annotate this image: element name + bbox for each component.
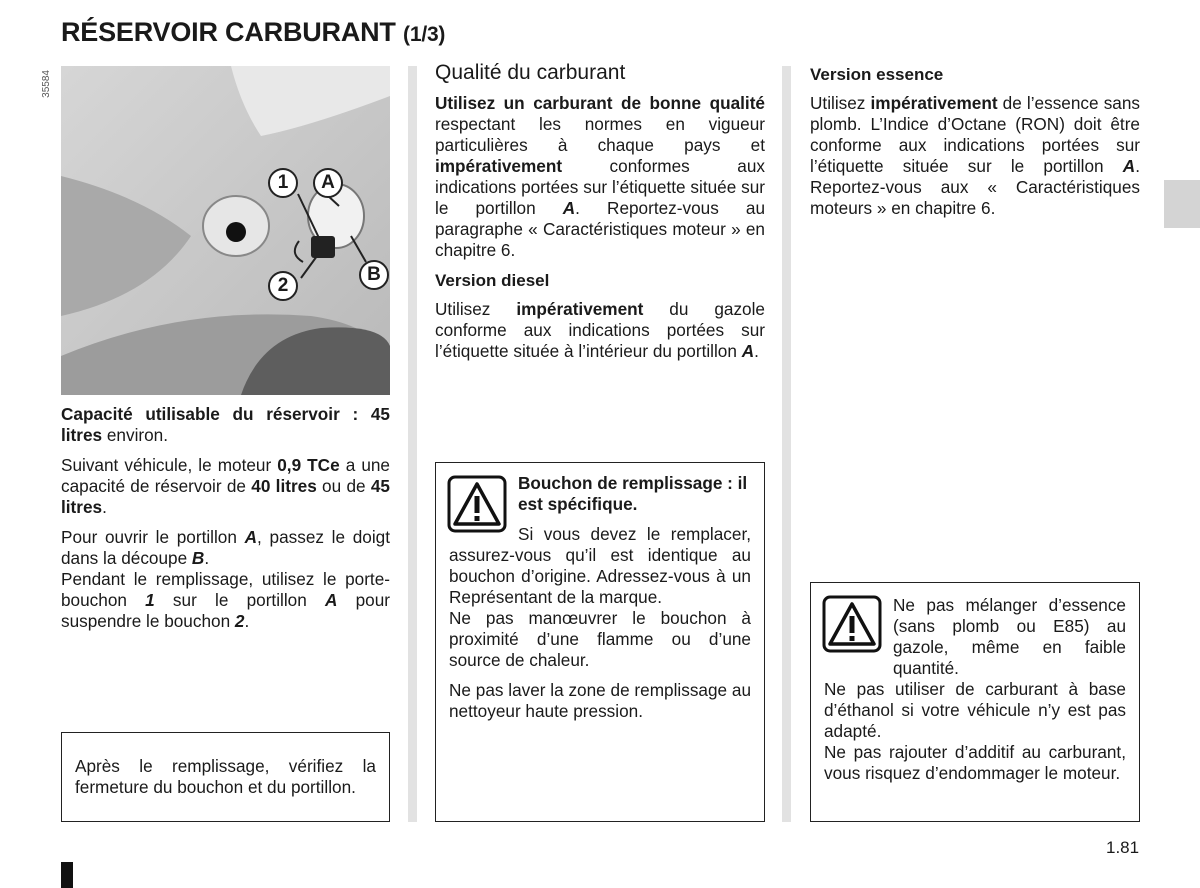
callout-a: A: [313, 168, 343, 198]
warning-triangle-icon: [447, 475, 507, 533]
fuel-mix-warning-p1: Ne pas mélanger d’essence (sans plomb ou E85) au gazole, même en faible quantité.: [893, 595, 1126, 678]
petrol-paragraph: [810, 93, 1140, 219]
text: Suivant véhicule, le moteur: [61, 455, 278, 475]
page-title: [61, 17, 445, 48]
middle-column: [435, 62, 765, 371]
text: . Reportez-vous au paragraphe « Caractéristiques moteur » en chapitre 6.: [435, 198, 766, 260]
ref-2: 2: [234, 611, 245, 631]
engine-name: 0,9 TCe: [277, 455, 340, 475]
warning-triangle-icon: [822, 595, 882, 653]
cap-warning-title: Bouchon de remplissage : il est spécifique.: [518, 473, 748, 514]
cap-warning-p3: Ne pas laver la zone de remplissage au nettoyeur haute pression.: [449, 680, 751, 721]
fuel-quality-paragraph: [435, 93, 765, 261]
cap-warning-p1: Si vous devez le remplacer, assurez-vous qu’il est identique au bouchon d’origine. Adressez-vous à un Représentant de la marque.: [449, 524, 751, 607]
text: pour suspendre le bouchon: [61, 590, 390, 631]
capacity-45: 45 litres: [61, 476, 390, 517]
fuel-mix-warning-p3: Ne pas rajouter d’additif au carburant, vous risquez d’endommager le moteur.: [824, 742, 1126, 783]
callout-2: 2: [268, 271, 298, 301]
text: respectant les normes en vigueur particulières à chaque pays et: [435, 114, 765, 155]
page-title-text: RÉSERVOIR CARBURANT: [61, 17, 396, 47]
ref-a: A: [324, 590, 338, 610]
text: .: [102, 497, 107, 517]
bold-text: impérativement: [870, 93, 998, 113]
text: a une capacité de réservoir de: [61, 455, 390, 496]
bold-text: impérativement: [516, 299, 644, 319]
callout-b: B: [359, 260, 389, 290]
note-box: [61, 732, 390, 822]
capacity-paragraph: [61, 404, 390, 446]
footer-mark: [61, 862, 73, 888]
capacity-value: 45 litres: [61, 404, 390, 445]
text: Utilisez: [435, 299, 517, 319]
page-number: 1.81: [1106, 838, 1140, 857]
text: . Reportez-vous aux « Caractéristiques moteurs » en chapitre 6.: [810, 156, 1140, 218]
ref-a: A: [1122, 156, 1136, 176]
open-flap-paragraph: [61, 527, 390, 569]
chapter-tab: [1164, 180, 1200, 228]
left-column: [61, 404, 390, 641]
fuel-flap-photo: [61, 66, 390, 395]
ref-a: A: [741, 341, 755, 361]
page-title-part: (1/3): [403, 23, 446, 46]
cap-warning-p2: Ne pas manœuvrer le bouchon à proximité d’une flamme ou d’une source de chaleur.: [449, 608, 751, 670]
text: du gazole conforme aux indications portées sur l’étiquette située à l’intérieur du portillon: [435, 299, 765, 361]
column-separator-1: [408, 66, 417, 822]
text: Pendant le remplissage, utilisez le porte-bouchon: [61, 569, 390, 610]
filling-paragraph: [61, 569, 390, 632]
fuel-quality-heading: Qualité du carburant: [435, 61, 626, 84]
fuel-mix-warning-box: [810, 582, 1140, 822]
text: conformes aux indications portées sur l’étiquette située sur le portillon: [435, 156, 765, 218]
text: Pour ouvrir le portillon: [61, 527, 245, 547]
capacity-40: 40 litres: [251, 476, 317, 496]
ref-b: B: [191, 548, 205, 568]
ref-1: 1: [145, 590, 155, 610]
note-text: Après le remplissage, vérifiez la fermeture du bouchon et du portillon.: [75, 756, 376, 797]
engine-paragraph: [61, 455, 390, 518]
fuel-flap-illustration: [61, 66, 390, 395]
text: de l’essence sans plomb. L’Indice d’Octane (RON) doit être conforme aux indications portées sur l’étiquette située sur le portillon: [810, 93, 1140, 176]
fuel-mix-warning-p2: Ne pas utiliser de carburant à base d’éthanol si votre véhicule n’y est pas adapté.: [824, 679, 1126, 741]
text: sur le portillon: [154, 590, 325, 610]
bold-text: impérativement: [435, 156, 563, 176]
diesel-paragraph: [435, 299, 765, 362]
text: .: [754, 341, 759, 361]
text: .: [204, 548, 210, 568]
text: ou de: [316, 476, 371, 496]
capacity-suffix: environ.: [102, 425, 169, 445]
diesel-heading: Version diesel: [435, 271, 550, 290]
column-separator-2: [782, 66, 791, 822]
text: .: [244, 611, 250, 631]
cap-warning-box: [435, 462, 765, 822]
photo-code: 35584: [41, 70, 52, 98]
ref-a: A: [562, 198, 576, 218]
text: Utilisez: [810, 93, 871, 113]
petrol-heading: Version essence: [810, 65, 944, 84]
text: , passez le doigt dans la découpe: [61, 527, 390, 568]
ref-a: A: [244, 527, 258, 547]
bold-text: Utilisez un carburant de bonne qualité: [435, 93, 765, 113]
callout-1: 1: [268, 168, 298, 198]
right-column: [810, 64, 1140, 228]
capacity-label: Capacité utilisable du réservoir :: [61, 404, 359, 424]
